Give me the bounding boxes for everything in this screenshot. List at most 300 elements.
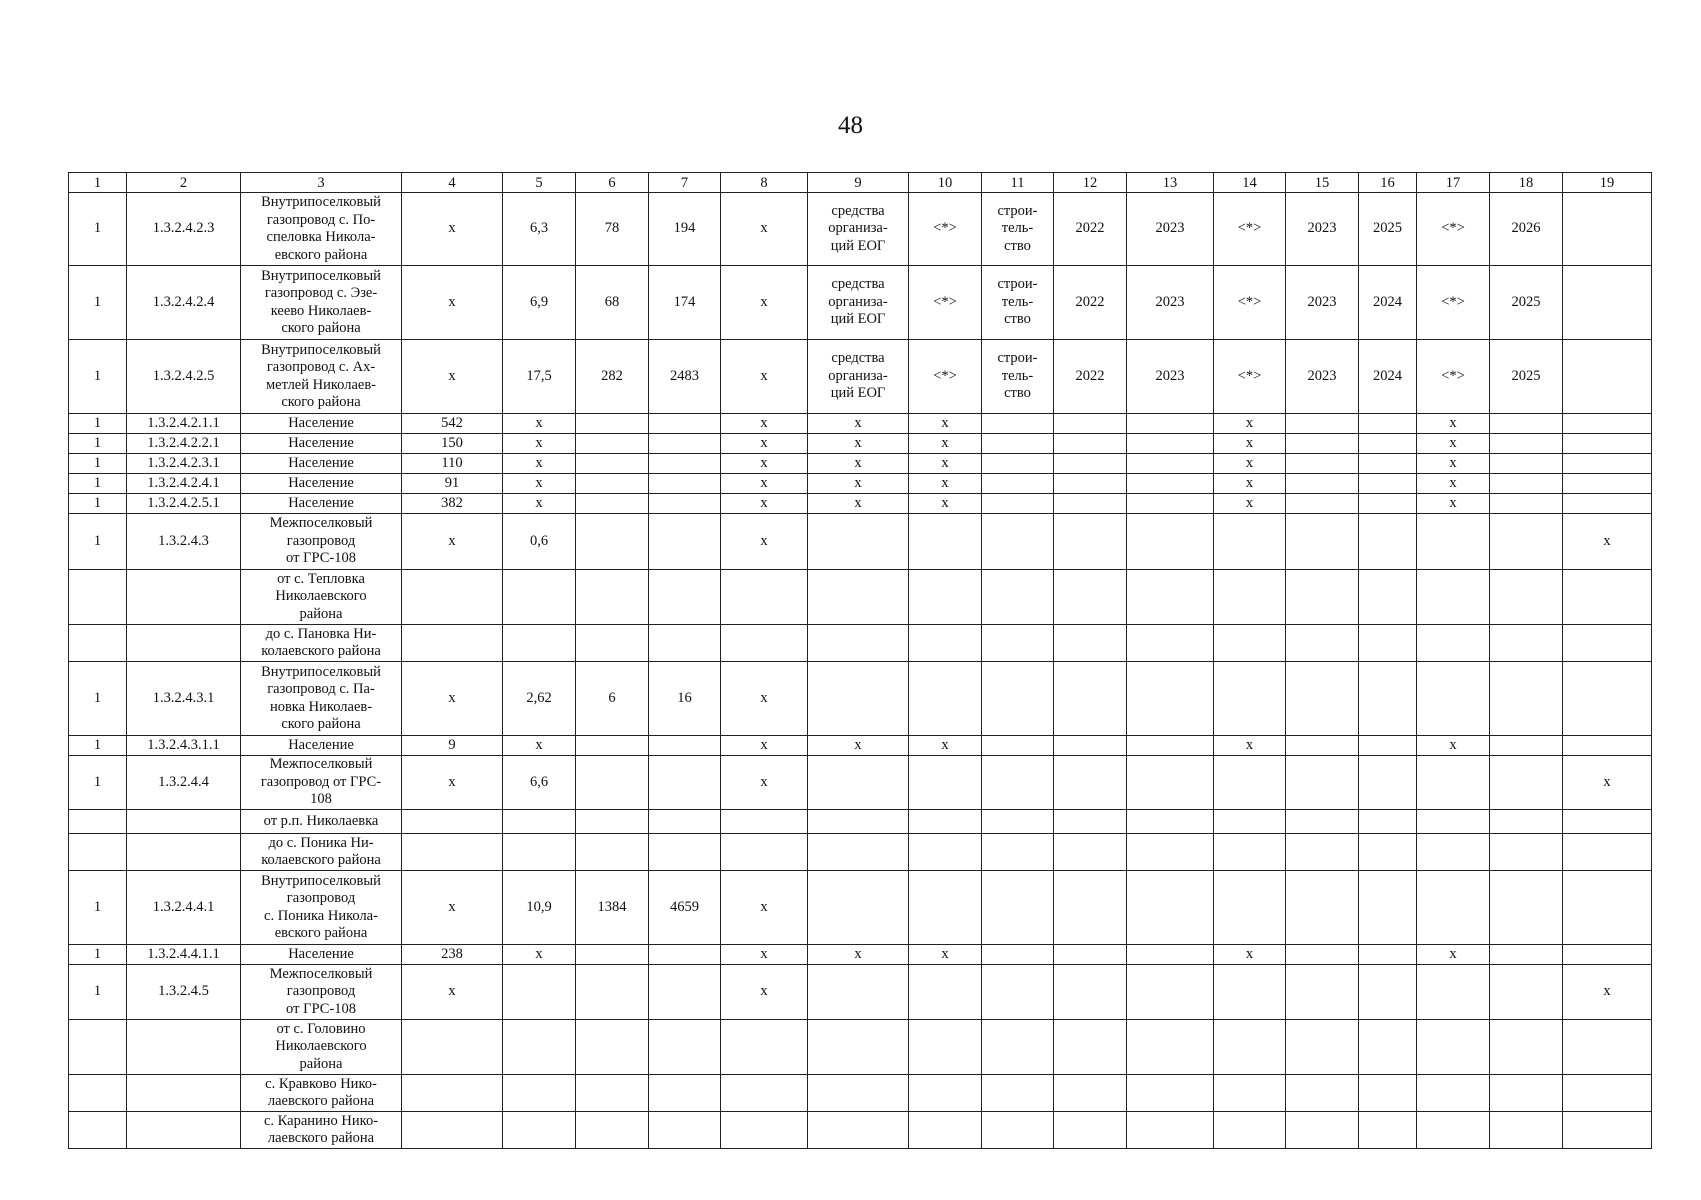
column-number: 19 [1563,173,1652,193]
table-cell-col-7: 194 [649,193,721,266]
column-number: 6 [576,173,649,193]
table-cell-col-10: х [909,945,982,965]
table-cell-col-17 [1417,834,1490,871]
table-cell-col-10 [909,834,982,871]
table-cell-col-6 [576,1112,649,1149]
table-cell-col-9: средства организа- ций ЕОГ [808,266,909,340]
table-cell-col-18 [1490,1112,1563,1149]
table-cell-col-16: 2024 [1359,340,1417,414]
table-cell-col-15 [1286,570,1359,625]
table-cell-col-2: 1.3.2.4.4.1 [127,871,241,945]
table-cell-col-13 [1127,810,1214,834]
table-cell-col-11 [982,625,1054,662]
table-cell-col-13 [1127,514,1214,570]
population-row [69,945,1652,965]
table-cell-col-10 [909,1020,982,1075]
table-cell-col-10: х [909,434,982,454]
table-cell-col-9 [808,965,909,1020]
table-cell-col-5 [503,834,576,871]
table-cell-col-1: 1 [69,945,127,965]
table-cell-col-14 [1214,514,1286,570]
table-cell-col-18 [1490,514,1563,570]
table-cell-col-1 [69,570,127,625]
table-cell-col-17: <*> [1417,193,1490,266]
table-cell-col-15: 2023 [1286,193,1359,266]
table-cell-col-17 [1417,1112,1490,1149]
table-cell-col-7 [649,1112,721,1149]
table-cell-col-1: 1 [69,474,127,494]
table-cell-col-2: 1.3.2.4.2.1.1 [127,414,241,434]
table-cell-col-7 [649,454,721,474]
table-cell-col-19: х [1563,965,1652,1020]
table-cell-col-9: х [808,736,909,756]
table-cell-col-12 [1054,871,1127,945]
route-detail-row [69,1075,1652,1112]
table-cell-col-4: 110 [402,454,503,474]
table-cell-col-11: строи- тель- ство [982,266,1054,340]
table-cell-col-10: х [909,414,982,434]
table-cell-col-15 [1286,434,1359,454]
table-cell-col-15 [1286,454,1359,474]
table-cell-col-1: 1 [69,454,127,474]
table-cell-col-4 [402,570,503,625]
table-cell-col-15 [1286,494,1359,514]
table-cell-col-19 [1563,474,1652,494]
table-cell-col-11 [982,1112,1054,1149]
table-cell-col-9 [808,1020,909,1075]
table-cell-col-7 [649,810,721,834]
table-cell-col-13 [1127,625,1214,662]
table-cell-col-8: х [721,756,808,810]
table-cell-col-11 [982,871,1054,945]
table-cell-col-12 [1054,1075,1127,1112]
table-cell-col-4: х [402,871,503,945]
table-cell-col-18 [1490,625,1563,662]
table-cell-col-5: 6,9 [503,266,576,340]
table-cell-col-1 [69,1020,127,1075]
table-cell-col-19 [1563,625,1652,662]
column-number: 9 [808,173,909,193]
table-cell-col-7: 4659 [649,871,721,945]
table-cell-col-8 [721,834,808,871]
table-cell-col-6 [576,1020,649,1075]
table-cell-col-10 [909,514,982,570]
table-cell-col-2 [127,625,241,662]
table-cell-col-8 [721,1020,808,1075]
table-cell-col-10 [909,625,982,662]
table-cell-col-13 [1127,1020,1214,1075]
table-cell-col-1 [69,1112,127,1149]
table-cell-col-16 [1359,514,1417,570]
table-cell-col-16: 2024 [1359,266,1417,340]
table-cell-col-3: Население [241,494,402,514]
table-cell-col-11 [982,1075,1054,1112]
table-cell-col-9 [808,570,909,625]
table-cell-col-5: 2,62 [503,662,576,736]
table-cell-col-3: от с. Тепловка Николаевского района [241,570,402,625]
table-cell-col-5 [503,570,576,625]
table-cell-col-4 [402,625,503,662]
column-number: 16 [1359,173,1417,193]
object-row [69,193,1652,266]
object-row [69,340,1652,414]
table-cell-col-11 [982,474,1054,494]
table-cell-col-4: х [402,965,503,1020]
table-cell-col-10 [909,1075,982,1112]
table-cell-col-13 [1127,434,1214,454]
table-cell-col-15 [1286,736,1359,756]
table-cell-col-18 [1490,834,1563,871]
table-cell-col-17 [1417,1020,1490,1075]
table-cell-col-12 [1054,1020,1127,1075]
table-cell-col-1 [69,834,127,871]
table-cell-col-13 [1127,662,1214,736]
table-cell-col-14 [1214,756,1286,810]
table-cell-col-19 [1563,414,1652,434]
table-cell-col-17 [1417,570,1490,625]
table-cell-col-6 [576,414,649,434]
table-cell-col-6: 6 [576,662,649,736]
table-cell-col-12 [1054,454,1127,474]
table-cell-col-11 [982,434,1054,454]
table-cell-col-12 [1054,1112,1127,1149]
table-cell-col-5: х [503,474,576,494]
table-cell-col-12 [1054,570,1127,625]
table-cell-col-10 [909,570,982,625]
table-cell-col-7 [649,474,721,494]
table-cell-col-9 [808,1075,909,1112]
table-cell-col-14 [1214,1112,1286,1149]
table-cell-col-10 [909,756,982,810]
table-cell-col-14: х [1214,414,1286,434]
table-cell-col-13 [1127,871,1214,945]
table-cell-col-3: Межпоселковый газопровод от ГРС-108 [241,965,402,1020]
table-cell-col-18 [1490,871,1563,945]
table-cell-col-5: 6,6 [503,756,576,810]
table-cell-col-18 [1490,662,1563,736]
table-cell-col-9 [808,871,909,945]
table-cell-col-13 [1127,945,1214,965]
table-cell-col-7 [649,945,721,965]
route-detail-row [69,625,1652,662]
table-cell-col-16 [1359,834,1417,871]
table-cell-col-14: <*> [1214,340,1286,414]
table-cell-col-4 [402,1112,503,1149]
table-cell-col-10 [909,1112,982,1149]
table-cell-col-16 [1359,756,1417,810]
table-cell-col-11 [982,494,1054,514]
table-cell-col-12 [1054,414,1127,434]
table-cell-col-17 [1417,625,1490,662]
table-cell-col-17: х [1417,454,1490,474]
table-cell-col-5 [503,965,576,1020]
table-cell-col-5: х [503,454,576,474]
table-cell-col-13 [1127,756,1214,810]
table-cell-col-6 [576,756,649,810]
table-cell-col-3: с. Кравково Нико- лаевского района [241,1075,402,1112]
table-cell-col-7 [649,834,721,871]
table-cell-col-8: х [721,736,808,756]
table-cell-col-6 [576,494,649,514]
table-cell-col-10: х [909,454,982,474]
table-cell-col-4: х [402,662,503,736]
table-cell-col-7 [649,570,721,625]
column-number: 5 [503,173,576,193]
column-number: 13 [1127,173,1214,193]
table-cell-col-1: 1 [69,434,127,454]
column-number: 15 [1286,173,1359,193]
table-cell-col-8 [721,625,808,662]
table-cell-col-2: 1.3.2.4.2.5.1 [127,494,241,514]
table-cell-col-16 [1359,1112,1417,1149]
table-cell-col-12 [1054,736,1127,756]
object-row [69,514,1652,570]
table-cell-col-14 [1214,871,1286,945]
table-cell-col-2 [127,1020,241,1075]
table-cell-col-5 [503,1112,576,1149]
table-cell-col-14: х [1214,454,1286,474]
table-cell-col-3: Внутрипоселковый газопровод с. Поника Никола- евского района [241,871,402,945]
table-cell-col-14 [1214,570,1286,625]
table-cell-col-16 [1359,474,1417,494]
table-cell-col-17 [1417,965,1490,1020]
table-cell-col-1: 1 [69,340,127,414]
table-cell-col-16 [1359,736,1417,756]
table-cell-col-4: 238 [402,945,503,965]
table-cell-col-8: х [721,414,808,434]
table-cell-col-9 [808,1112,909,1149]
column-number: 4 [402,173,503,193]
table-body [69,173,1652,1149]
table-cell-col-6 [576,810,649,834]
table-cell-col-3: с. Каранино Нико- лаевского района [241,1112,402,1149]
table-cell-col-5: х [503,434,576,454]
table-cell-col-15 [1286,1020,1359,1075]
table-cell-col-16 [1359,871,1417,945]
table-cell-col-10: <*> [909,193,982,266]
table-cell-col-19 [1563,494,1652,514]
table-cell-col-9: средства организа- ций ЕОГ [808,193,909,266]
population-row [69,736,1652,756]
table-cell-col-5 [503,625,576,662]
table-cell-col-13 [1127,965,1214,1020]
gas-program-table [68,172,1652,1149]
table-cell-col-9: х [808,454,909,474]
table-cell-col-3: Население [241,945,402,965]
table-cell-col-2: 1.3.2.4.2.5 [127,340,241,414]
table-cell-col-15 [1286,625,1359,662]
table-cell-col-19: х [1563,514,1652,570]
table-cell-col-8: х [721,662,808,736]
table-cell-col-17 [1417,810,1490,834]
table-cell-col-17: <*> [1417,266,1490,340]
table-cell-col-5 [503,1075,576,1112]
table-cell-col-6 [576,570,649,625]
table-cell-col-8 [721,1075,808,1112]
table-cell-col-2: 1.3.2.4.2.4.1 [127,474,241,494]
table-cell-col-7 [649,625,721,662]
table-cell-col-12 [1054,474,1127,494]
table-cell-col-19 [1563,193,1652,266]
table-cell-col-3: Внутрипоселковый газопровод с. Па- новка Николаев- ского района [241,662,402,736]
table-cell-col-6: 282 [576,340,649,414]
table-cell-col-11 [982,810,1054,834]
table-cell-col-17 [1417,1075,1490,1112]
table-cell-col-16: 2025 [1359,193,1417,266]
table-cell-col-13 [1127,494,1214,514]
table-cell-col-12 [1054,756,1127,810]
table-cell-col-1 [69,810,127,834]
table-cell-col-2: 1.3.2.4.4 [127,756,241,810]
table-cell-col-3: Межпоселковый газопровод от ГРС-108 [241,514,402,570]
table-cell-col-9: х [808,414,909,434]
table-cell-col-14: х [1214,494,1286,514]
table-cell-col-3: Население [241,474,402,494]
table-cell-col-2: 1.3.2.4.5 [127,965,241,1020]
table-cell-col-4: 9 [402,736,503,756]
table-cell-col-14 [1214,662,1286,736]
table-cell-col-15 [1286,1112,1359,1149]
table-cell-col-16 [1359,414,1417,434]
table-cell-col-4 [402,810,503,834]
table-cell-col-7 [649,434,721,454]
table-cell-col-6 [576,514,649,570]
table-cell-col-17 [1417,514,1490,570]
table-cell-col-10: х [909,474,982,494]
route-detail-row [69,834,1652,871]
table-cell-col-9 [808,834,909,871]
table-cell-col-6 [576,625,649,662]
table-cell-col-19 [1563,834,1652,871]
table-cell-col-3: Население [241,454,402,474]
table-cell-col-11 [982,736,1054,756]
table-cell-col-8: х [721,965,808,1020]
table-cell-col-13 [1127,414,1214,434]
table-cell-col-15 [1286,871,1359,945]
table-cell-col-16 [1359,494,1417,514]
table-cell-col-14: х [1214,736,1286,756]
column-number: 8 [721,173,808,193]
table-cell-col-9: средства организа- ций ЕОГ [808,340,909,414]
table-cell-col-14 [1214,834,1286,871]
table-cell-col-19 [1563,340,1652,414]
table-cell-col-3: Внутрипоселковый газопровод с. Ах- метлей Николаев- ского района [241,340,402,414]
column-number: 12 [1054,173,1127,193]
table-cell-col-13 [1127,834,1214,871]
table-cell-col-11: строи- тель- ство [982,340,1054,414]
table-cell-col-18 [1490,736,1563,756]
table-cell-col-3: до с. Пановка Ни- колаевского района [241,625,402,662]
table-cell-col-11 [982,414,1054,434]
table-cell-col-16 [1359,810,1417,834]
table-cell-col-4 [402,1020,503,1075]
table-cell-col-8: х [721,340,808,414]
table-cell-col-3: Внутрипоселковый газопровод с. Эзе- кеево Николаев- ского района [241,266,402,340]
table-cell-col-11 [982,570,1054,625]
table-cell-col-14: х [1214,474,1286,494]
table-cell-col-7 [649,1020,721,1075]
table-cell-col-17: х [1417,736,1490,756]
table-cell-col-6: 1384 [576,871,649,945]
table-cell-col-3: Население [241,414,402,434]
population-row [69,474,1652,494]
population-row [69,494,1652,514]
column-number: 17 [1417,173,1490,193]
table-cell-col-13 [1127,474,1214,494]
table-cell-col-13 [1127,1075,1214,1112]
table-cell-col-18 [1490,414,1563,434]
table-cell-col-11 [982,945,1054,965]
table-cell-col-2: 1.3.2.4.2.4 [127,266,241,340]
table-cell-col-19 [1563,662,1652,736]
table-cell-col-8: х [721,454,808,474]
column-number: 10 [909,173,982,193]
table-cell-col-7 [649,756,721,810]
table-cell-col-19 [1563,454,1652,474]
table-cell-col-9 [808,514,909,570]
table-cell-col-4: 91 [402,474,503,494]
table-cell-col-15 [1286,756,1359,810]
table-cell-col-1: 1 [69,266,127,340]
table-cell-col-17: х [1417,434,1490,454]
table-cell-col-5: 6,3 [503,193,576,266]
table-cell-col-1: 1 [69,756,127,810]
table-cell-col-11 [982,514,1054,570]
route-detail-row [69,570,1652,625]
table-cell-col-7 [649,736,721,756]
table-cell-col-16 [1359,945,1417,965]
route-detail-row [69,1112,1652,1149]
table-cell-col-14: <*> [1214,193,1286,266]
table-cell-col-15 [1286,514,1359,570]
table-cell-col-18 [1490,454,1563,474]
route-detail-row [69,810,1652,834]
table-cell-col-12 [1054,662,1127,736]
table-cell-col-11 [982,454,1054,474]
table-cell-col-2: 1.3.2.4.3.1 [127,662,241,736]
table-cell-col-1: 1 [69,965,127,1020]
table-cell-col-7 [649,414,721,434]
table-cell-col-17 [1417,662,1490,736]
table-cell-col-11 [982,1020,1054,1075]
column-number: 7 [649,173,721,193]
column-number: 11 [982,173,1054,193]
table-cell-col-19 [1563,266,1652,340]
column-number: 18 [1490,173,1563,193]
table-cell-col-2 [127,1112,241,1149]
table-cell-col-14 [1214,1075,1286,1112]
table-cell-col-1: 1 [69,871,127,945]
object-row [69,266,1652,340]
table-cell-col-4: 542 [402,414,503,434]
table-cell-col-1: 1 [69,193,127,266]
table-cell-col-14: х [1214,945,1286,965]
table-cell-col-10 [909,965,982,1020]
table-cell-col-7 [649,965,721,1020]
table-cell-col-4: 382 [402,494,503,514]
table-cell-col-1: 1 [69,414,127,434]
table-cell-col-9: х [808,945,909,965]
table-cell-col-17: х [1417,474,1490,494]
table-cell-col-3: Межпоселковый газопровод от ГРС- 108 [241,756,402,810]
table-cell-col-12 [1054,810,1127,834]
object-row [69,756,1652,810]
table-cell-col-15 [1286,965,1359,1020]
table-cell-col-2 [127,810,241,834]
table-cell-col-17: х [1417,945,1490,965]
table-cell-col-1 [69,625,127,662]
table-cell-col-4: х [402,756,503,810]
